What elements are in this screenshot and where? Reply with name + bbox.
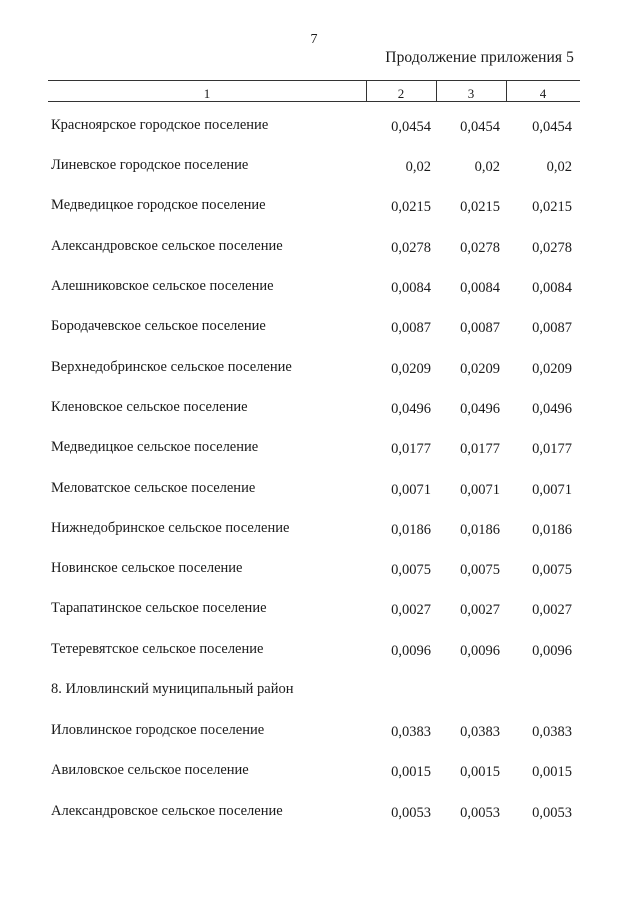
row-value-col2: 0,0084 <box>391 280 431 296</box>
row-value-col4: 0,0071 <box>532 482 572 498</box>
row-value-col3: 0,0084 <box>460 280 500 296</box>
row-value-col2: 0,0053 <box>391 805 431 821</box>
row-value-col2: 0,0075 <box>391 562 431 578</box>
row-value-col4: 0,0084 <box>532 280 572 296</box>
table-row <box>0 238 640 258</box>
row-value-col4: 0,0075 <box>532 562 572 578</box>
table-row <box>0 600 640 620</box>
header-col-3: 3 <box>467 86 475 101</box>
row-value-col2: 0,0087 <box>391 320 431 336</box>
row-value-col3: 0,0177 <box>460 441 500 457</box>
row-value-col2: 0,0454 <box>391 119 431 135</box>
row-name: Меловатское сельское поселение <box>51 480 256 496</box>
table-row <box>0 722 640 742</box>
header-col-4: 4 <box>539 86 547 101</box>
section-heading: 8. Иловлинский муниципальный район <box>51 681 294 697</box>
row-value-col2: 0,0278 <box>391 240 431 256</box>
row-name: Линевское городское поселение <box>51 157 249 173</box>
row-name: Алешниковское сельское поселение <box>51 278 274 294</box>
table-row <box>0 278 640 298</box>
row-value-col2: 0,0383 <box>391 724 431 740</box>
row-value-col4: 0,0096 <box>532 643 572 659</box>
row-value-col3: 0,0496 <box>460 401 500 417</box>
row-value-col2: 0,02 <box>405 159 431 175</box>
continuation-title: Продолжение приложения 5 <box>385 49 574 66</box>
table-row <box>0 399 640 419</box>
row-value-col3: 0,0071 <box>460 482 500 498</box>
row-value-col2: 0,0177 <box>391 441 431 457</box>
row-value-col2: 0,0096 <box>391 643 431 659</box>
row-name: Красноярское городское поселение <box>51 117 269 133</box>
table-row <box>0 439 640 459</box>
table-row <box>0 157 640 177</box>
header-top-rule <box>48 80 580 81</box>
row-value-col4: 0,0496 <box>532 401 572 417</box>
table-row <box>0 520 640 540</box>
row-value-col4: 0,0027 <box>532 602 572 618</box>
row-value-col3: 0,02 <box>474 159 500 175</box>
row-value-col4: 0,0015 <box>532 764 572 780</box>
row-name: Верхнедобринское сельское поселение <box>51 359 292 375</box>
row-name: Александровское сельское поселение <box>51 803 283 819</box>
row-value-col3: 0,0186 <box>460 522 500 538</box>
table-row <box>0 480 640 500</box>
row-value-col4: 0,0209 <box>532 361 572 377</box>
row-value-col2: 0,0015 <box>391 764 431 780</box>
row-name: Медведицкое сельское поселение <box>51 439 259 455</box>
table-row <box>0 318 640 338</box>
row-value-col4: 0,0215 <box>532 199 572 215</box>
row-value-col3: 0,0053 <box>460 805 500 821</box>
row-value-col3: 0,0027 <box>460 602 500 618</box>
row-value-col4: 0,0278 <box>532 240 572 256</box>
row-value-col4: 0,0087 <box>532 320 572 336</box>
table-row <box>0 359 640 379</box>
row-name: Бородачевское сельское поселение <box>51 318 266 334</box>
row-name: Нижнедобринское сельское поселение <box>51 520 290 536</box>
page-number: 7 <box>310 32 318 47</box>
row-value-col4: 0,0177 <box>532 441 572 457</box>
row-name: Тарапатинское сельское поселение <box>51 600 267 616</box>
row-value-col2: 0,0496 <box>391 401 431 417</box>
row-value-col3: 0,0383 <box>460 724 500 740</box>
row-value-col3: 0,0096 <box>460 643 500 659</box>
table-row <box>0 803 640 823</box>
row-value-col2: 0,0209 <box>391 361 431 377</box>
row-name: Новинское сельское поселение <box>51 560 243 576</box>
row-value-col3: 0,0454 <box>460 119 500 135</box>
row-value-col2: 0,0071 <box>391 482 431 498</box>
table-row <box>0 641 640 661</box>
row-name: Александровское сельское поселение <box>51 238 283 254</box>
row-value-col2: 0,0027 <box>391 602 431 618</box>
row-value-col4: 0,0383 <box>532 724 572 740</box>
row-name: Медведицкое городское поселение <box>51 197 266 213</box>
row-name: Иловлинское городское поселение <box>51 722 265 738</box>
table-row <box>0 560 640 580</box>
row-value-col4: 0,0454 <box>532 119 572 135</box>
row-value-col4: 0,02 <box>546 159 572 175</box>
row-value-col3: 0,0215 <box>460 199 500 215</box>
row-value-col3: 0,0278 <box>460 240 500 256</box>
header-col-1: 1 <box>203 86 211 101</box>
row-value-col4: 0,0186 <box>532 522 572 538</box>
row-value-col3: 0,0015 <box>460 764 500 780</box>
row-value-col3: 0,0075 <box>460 562 500 578</box>
row-value-col2: 0,0215 <box>391 199 431 215</box>
row-name: Кленовское сельское поселение <box>51 399 248 415</box>
row-value-col3: 0,0087 <box>460 320 500 336</box>
row-value-col2: 0,0186 <box>391 522 431 538</box>
header-col-2: 2 <box>397 86 405 101</box>
table-row <box>0 197 640 217</box>
table-row <box>0 762 640 782</box>
row-name: Тетеревятское сельское поселение <box>51 641 264 657</box>
row-value-col3: 0,0209 <box>460 361 500 377</box>
table-row <box>0 117 640 137</box>
section-heading-row <box>0 681 640 701</box>
row-value-col4: 0,0053 <box>532 805 572 821</box>
row-name: Авиловское сельское поселение <box>51 762 249 778</box>
